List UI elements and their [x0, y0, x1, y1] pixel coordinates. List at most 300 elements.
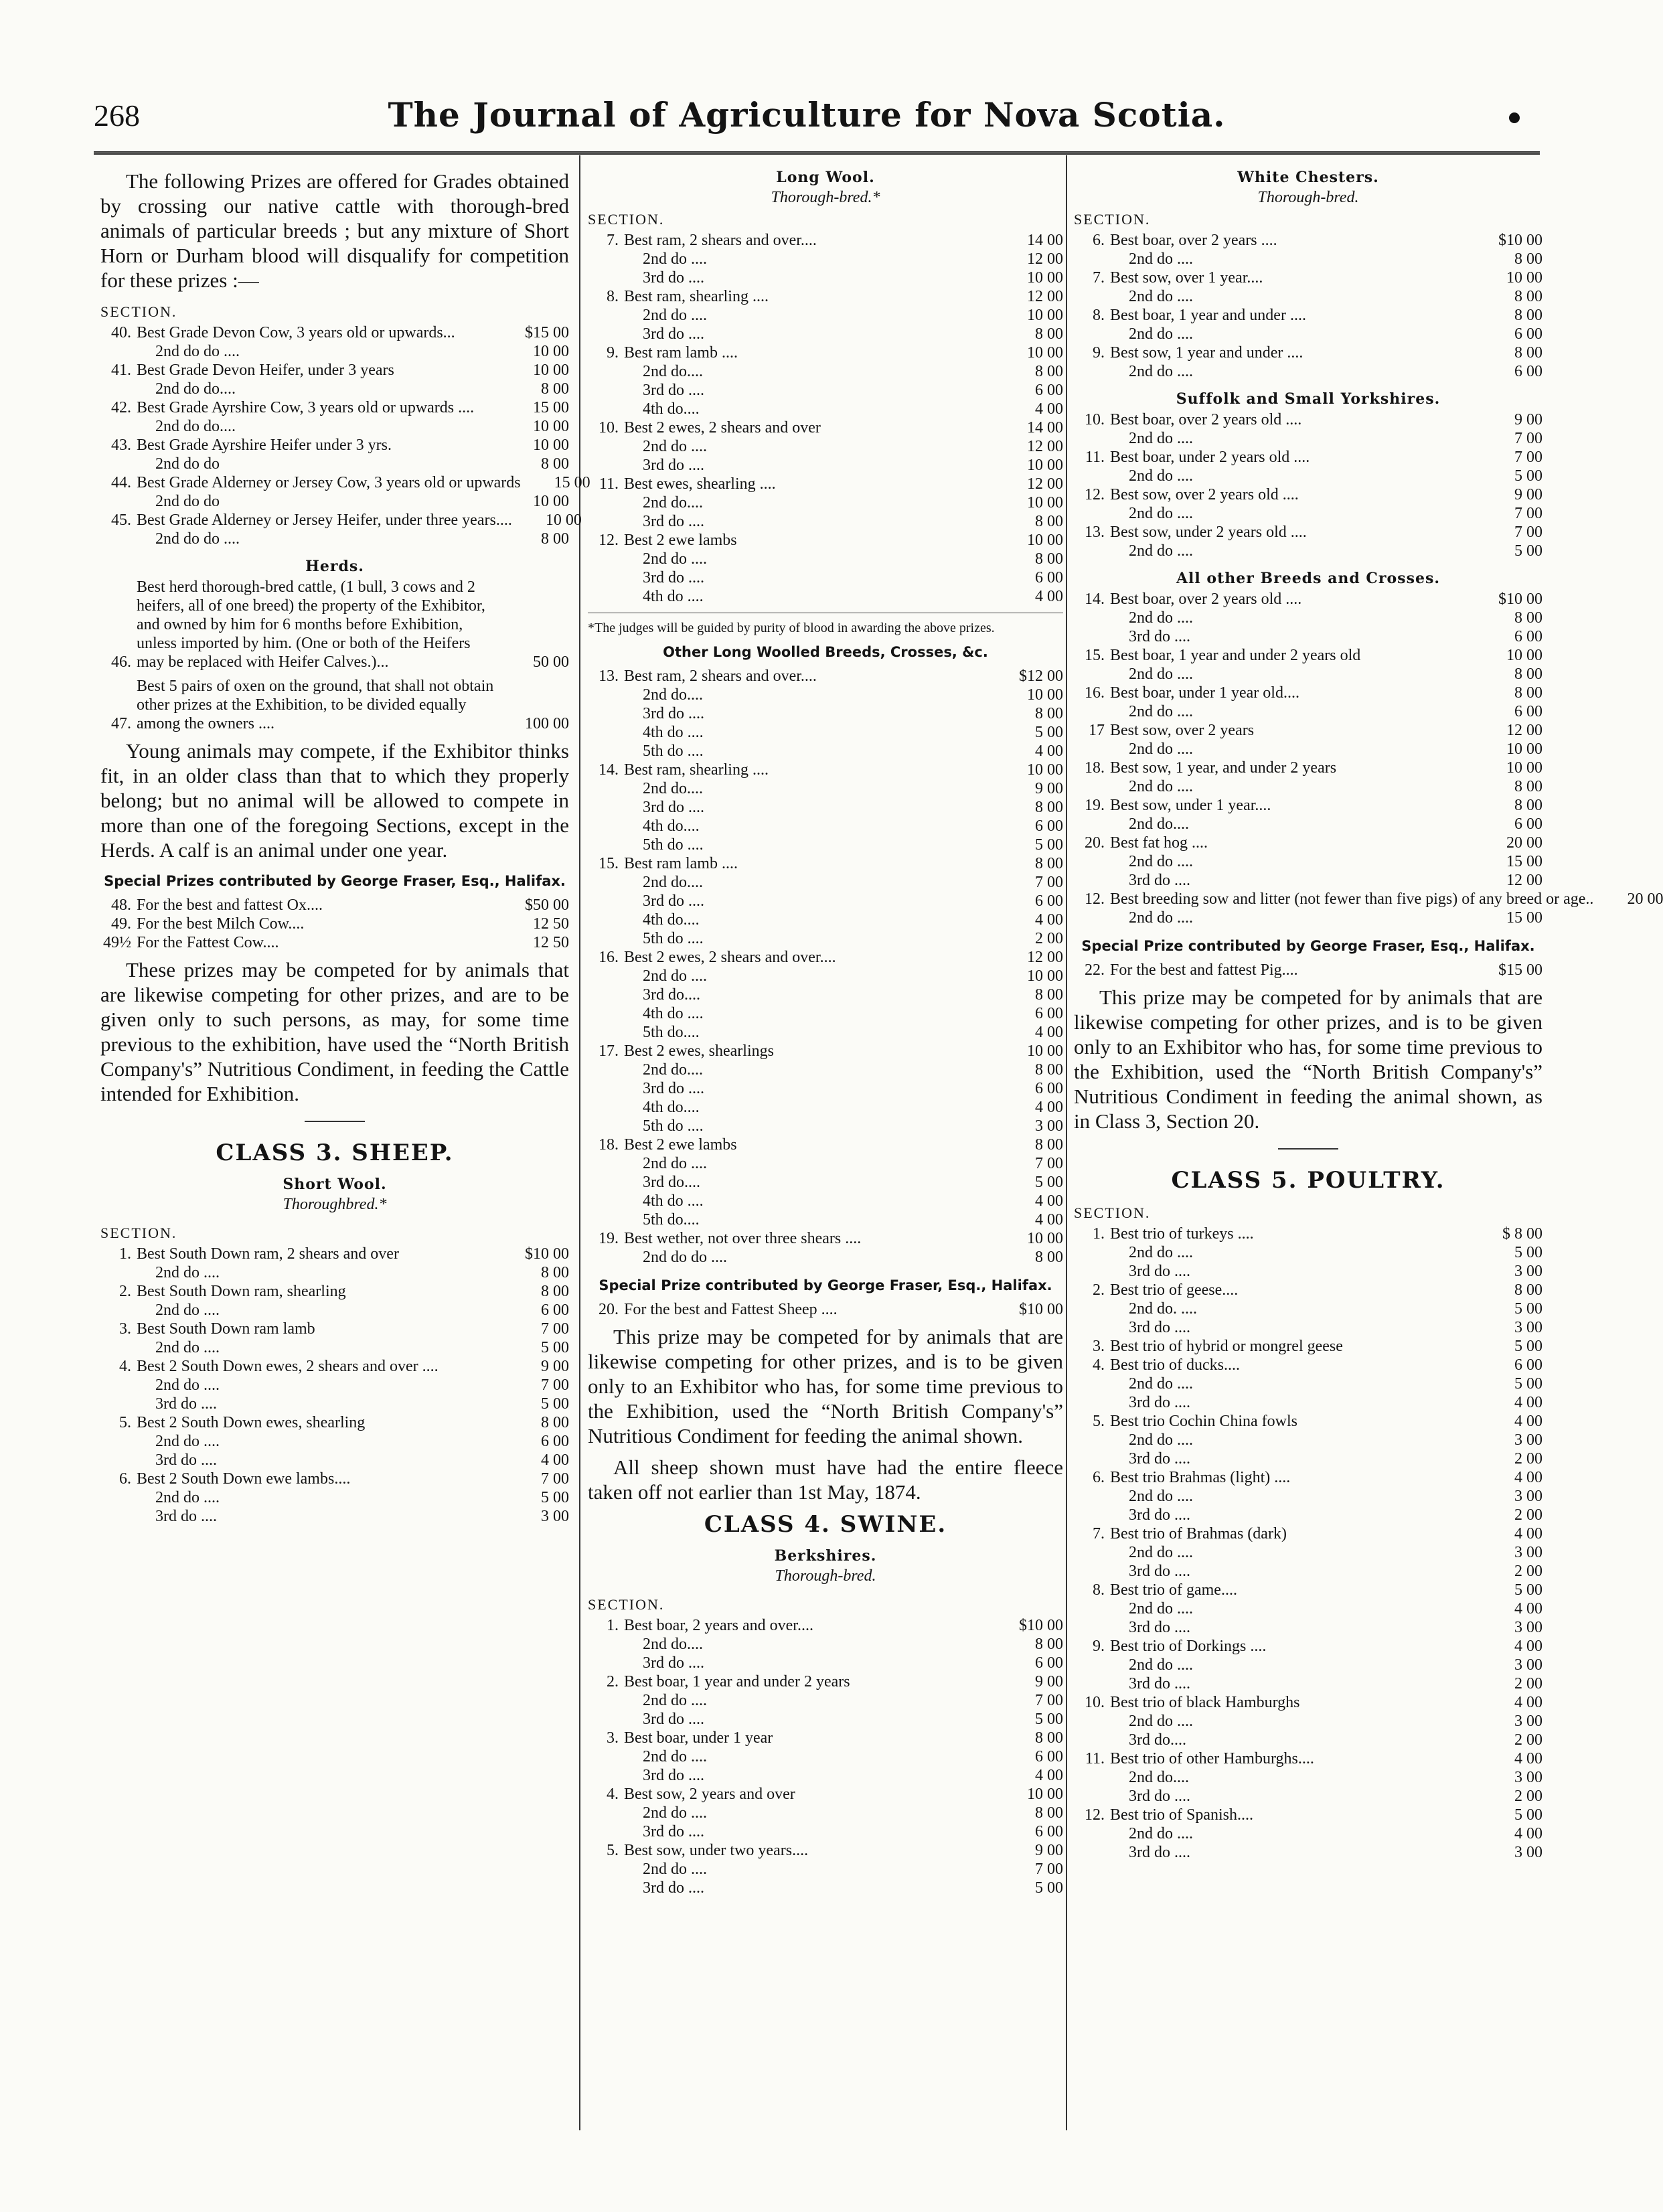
prize-entry	[100, 1395, 569, 1413]
prize-amount: 6 00	[541, 1433, 569, 1450]
special-prizes-title: Special Prizes contributed by George Fraser, Esq., Halifax.	[104, 873, 566, 889]
section-number	[1074, 871, 1110, 890]
section-number	[100, 1432, 137, 1451]
section-number	[588, 325, 624, 343]
prize-entry	[1074, 684, 1542, 702]
section-number	[100, 1395, 137, 1413]
prize-description: Best 2 South Down ewes, 2 shears and over ....	[137, 1358, 439, 1375]
prize-amount: 12 50	[533, 934, 569, 951]
prize-description: For the best Milch Cow....	[137, 915, 305, 933]
prize-amount: 8 00	[1035, 1136, 1063, 1154]
prize-description: 2nd do ....	[1129, 1375, 1193, 1393]
prize-description: Best wether, not over three shears ....	[624, 1230, 862, 1247]
prize-description: 2nd do....	[643, 494, 703, 511]
prize-description: 3rd do ....	[643, 1080, 704, 1097]
prize-amount: 6 00	[1035, 382, 1063, 399]
section-number: 9.	[1093, 344, 1105, 362]
prize-description: 3rd do ....	[155, 1451, 217, 1469]
prize-description: Best South Down ram lamb	[137, 1320, 315, 1338]
prize-amount: 8 00	[1514, 288, 1542, 305]
prize-entry	[588, 1691, 1063, 1710]
prize-description: 2nd do ....	[1129, 542, 1193, 560]
prize-amount: 7 00	[1514, 430, 1542, 447]
prize-description: 2nd do ....	[1129, 1656, 1193, 1674]
prize-entry	[588, 1635, 1063, 1654]
prize-description: Best Grade Alderney or Jersey Cow, 3 years old or upwards	[137, 474, 521, 491]
prize-entry	[100, 1282, 569, 1301]
prize-description: 3rd do ....	[1129, 1675, 1190, 1692]
prize-amount: 8 00	[1035, 1804, 1063, 1822]
prize-entry	[100, 1470, 569, 1488]
judges-footnote: *The judges will be guided by purity of blood in awarding the above prizes.	[588, 621, 995, 635]
prize-amount: 10 00	[1506, 269, 1542, 287]
prize-description: 3rd do ....	[155, 1395, 217, 1413]
prize-description: 2nd do....	[643, 780, 703, 797]
prize-amount: 10 00	[1027, 307, 1063, 324]
prize-entry	[1074, 268, 1542, 287]
prize-description: 2nd do do ....	[643, 1249, 727, 1266]
prize-entry	[100, 530, 569, 548]
special-prize-title: Special Prize contributed by George Fraser, Esq., Halifax.	[1081, 938, 1535, 954]
prize-description: Best trio of black Hamburghs	[1110, 1694, 1300, 1711]
prize-description: 2nd do ....	[1129, 609, 1193, 627]
prize-description: Best sow, 1 year, and under 2 years	[1110, 759, 1337, 777]
prize-description: 3rd do ....	[1129, 1506, 1190, 1524]
section-number: 3.	[607, 1729, 619, 1747]
prize-description: 4th do ....	[643, 1005, 704, 1022]
section-number: 12.	[599, 532, 619, 549]
prize-amount: 3 00	[1514, 1844, 1542, 1861]
prize-amount: 10 00	[1027, 457, 1063, 474]
prize-description: 3rd do ....	[1129, 628, 1190, 645]
prize-entry	[588, 1300, 1063, 1319]
section-number	[588, 1654, 624, 1672]
prize-entry	[1074, 1543, 1542, 1562]
section-label: SECTION.	[588, 211, 665, 228]
section-number: 47.	[111, 715, 131, 732]
prize-amount: 2 00	[1514, 1675, 1542, 1692]
prize-description: Best trio Cochin China fowls	[1110, 1413, 1297, 1430]
section-number: 7.	[1093, 1525, 1105, 1543]
prize-description: Best boar, under 2 years old ....	[1110, 449, 1310, 466]
prize-entry	[1074, 1749, 1542, 1768]
section-number: 15.	[1085, 647, 1105, 664]
prize-entry	[588, 1710, 1063, 1729]
prize-entry	[100, 361, 569, 380]
section-number	[1074, 1449, 1110, 1468]
section-number	[1074, 542, 1110, 560]
prize-entry	[588, 948, 1063, 967]
prize-description: 4th do ....	[643, 588, 704, 605]
prize-entry	[100, 1376, 569, 1395]
section-number	[1074, 627, 1110, 646]
short-wool-subtitle: Thoroughbred.*	[283, 1196, 387, 1213]
prize-amount: 8 00	[1035, 550, 1063, 568]
prize-entry	[1074, 1393, 1542, 1412]
prize-amount: 15 00	[533, 399, 569, 416]
prize-description: 3rd do ....	[643, 382, 704, 399]
prize-amount: 4 00	[1514, 1413, 1542, 1430]
prize-description: Best sow, over 2 years	[1110, 722, 1255, 739]
prize-amount: 7 00	[541, 1376, 569, 1394]
section-number	[588, 1004, 624, 1023]
prize-entry	[588, 456, 1063, 475]
section-number	[100, 1338, 137, 1357]
section-number: 9.	[607, 344, 619, 362]
short-wool-prize-list	[100, 1245, 569, 1526]
section-number: 6.	[1093, 232, 1105, 249]
prize-amount: 4 00	[541, 1451, 569, 1469]
prize-description: 2nd do do....	[155, 418, 236, 435]
prize-entry	[588, 250, 1063, 268]
section-number	[588, 723, 624, 742]
column-divider	[1066, 155, 1067, 2130]
header-rule	[94, 151, 1540, 155]
section-number	[588, 985, 624, 1004]
prize-entry	[100, 1263, 569, 1282]
prize-amount: 8 00	[541, 530, 569, 548]
prize-description: 2nd do ....	[643, 307, 707, 324]
prize-amount: $50 00	[525, 896, 569, 914]
prize-entry	[100, 1432, 569, 1451]
prize-amount: 5 00	[1514, 1806, 1542, 1824]
berkshires-subtitle: Thorough-bred.	[775, 1567, 876, 1585]
white-chesters-title: White Chesters.	[1237, 169, 1379, 186]
prize-entry	[1074, 1656, 1542, 1674]
prize-amount: 8 00	[1514, 665, 1542, 683]
prize-entry	[100, 473, 590, 492]
prize-entry	[1074, 609, 1542, 627]
prize-entry	[1074, 1412, 1542, 1431]
prize-amount: 5 00	[1035, 836, 1063, 854]
prize-amount: 10 00	[1027, 344, 1063, 362]
prize-amount: 12 00	[1506, 722, 1542, 739]
section-number	[588, 1860, 624, 1879]
prize-amount: 10 00	[1506, 740, 1542, 758]
section-number: 41.	[111, 362, 131, 379]
section-number	[100, 1451, 137, 1470]
prize-amount: 15 00	[554, 474, 590, 491]
prize-amount: 3 00	[1514, 1619, 1542, 1636]
prize-entry	[1074, 1224, 1542, 1243]
prize-description: 2nd do ....	[1129, 1431, 1193, 1449]
prize-description: 5th do ....	[643, 742, 704, 760]
section-number: 49.	[111, 915, 131, 933]
prize-amount: 3 00	[1514, 1431, 1542, 1449]
prize-entry	[588, 1117, 1063, 1135]
prize-amount: 12 00	[1027, 288, 1063, 305]
prize-description: 2nd do do....	[155, 380, 236, 398]
prize-description: Best sow, over 1 year....	[1110, 269, 1263, 287]
prize-entry	[100, 1451, 569, 1470]
column-1	[100, 169, 590, 2132]
section-number: 4.	[607, 1786, 619, 1803]
section-number: 5.	[1093, 1413, 1105, 1430]
section-number	[100, 1507, 137, 1526]
prize-amount: 5 00	[1035, 1174, 1063, 1191]
section-number: 48.	[111, 896, 131, 914]
prize-entry	[588, 550, 1063, 568]
section-number: 4.	[1093, 1356, 1105, 1374]
prize-description: Best Grade Ayrshire Cow, 3 years old or upwards ....	[137, 399, 475, 416]
prize-amount: 4 00	[1035, 1099, 1063, 1116]
prize-amount: 5 00	[1514, 1581, 1542, 1599]
prize-description: Best Grade Devon Cow, 3 years old or upwards...	[137, 324, 455, 341]
section-label: SECTION.	[100, 1224, 177, 1241]
prize-entry	[588, 798, 1063, 817]
section-number	[588, 1248, 624, 1267]
prize-description: 2nd do ....	[1129, 740, 1193, 758]
sheep-prize-paragraph: This prize may be competed for by animals that are likewise competing for other prizes, and is to be given only to an Exhibitor who has, for some time previous to the Exhibition, used the “North British Company's” Nutritious Condiment for feeding the animal shown.	[588, 1325, 1063, 1447]
prize-entry	[1074, 852, 1542, 871]
prize-amount: 8 00	[1514, 250, 1542, 268]
prize-entry	[588, 587, 1063, 606]
prize-description: Best breeding sow and litter (not fewer than five pigs) of any breed or age..	[1110, 890, 1594, 908]
prize-description: 2nd do....	[1129, 815, 1189, 833]
prize-entry	[1074, 1487, 1542, 1506]
prize-amount: 100 00	[525, 715, 569, 732]
prize-amount: 4 00	[1514, 1694, 1542, 1711]
prize-description: 5th do....	[643, 1024, 700, 1041]
berkshires-prize-list	[588, 1616, 1063, 1897]
prize-amount: 4 00	[1514, 1750, 1542, 1767]
section-number: 44.	[111, 474, 131, 491]
prize-entry	[588, 231, 1063, 250]
prize-amount: 12 00	[1027, 475, 1063, 493]
prize-entry	[1074, 1731, 1542, 1749]
prize-entry	[1074, 1637, 1542, 1656]
prize-entry	[588, 1766, 1063, 1785]
prize-description: 2nd do ....	[155, 1376, 220, 1394]
prize-entry	[1074, 796, 1542, 815]
prize-amount: 8 00	[1035, 513, 1063, 530]
prize-entry	[588, 761, 1063, 779]
prize-description: 3rd do ....	[643, 569, 704, 586]
section-number: 16.	[1085, 684, 1105, 702]
prize-amount: 12 00	[1027, 438, 1063, 455]
prize-amount: 7 00	[1035, 874, 1063, 891]
section-number: 1.	[607, 1617, 619, 1634]
section-number	[588, 892, 624, 911]
page-header	[94, 95, 1520, 149]
section-number	[100, 380, 137, 398]
other-long-woolled-title: Other Long Woolled Breeds, Crosses, &c.	[663, 644, 988, 660]
prize-entry	[588, 742, 1063, 761]
prize-amount: 8 00	[541, 380, 569, 398]
section-number: 5.	[607, 1842, 619, 1859]
prize-entry	[1074, 1318, 1542, 1337]
prize-amount: 8 00	[1035, 1249, 1063, 1266]
section-number	[588, 873, 624, 892]
section-number: 20.	[1085, 834, 1105, 852]
prize-amount: 9 00	[1035, 1673, 1063, 1690]
section-number	[1074, 429, 1110, 448]
prize-amount: 7 00	[1035, 1155, 1063, 1172]
section-number	[588, 1747, 624, 1766]
prize-description: Best 2 ewes, 2 shears and over	[624, 419, 821, 437]
herds-prize-list	[100, 578, 569, 733]
prize-description: Best sow, 2 years and over	[624, 1786, 795, 1803]
prize-amount: 10 00	[1027, 1786, 1063, 1803]
section-number	[588, 1192, 624, 1210]
section-number: 16.	[599, 949, 619, 966]
these-prizes-paragraph: These prizes may be competed for by animals that are likewise competing for other prizes, and are to be given only to such persons, as may, for some time previous to the exhibition, have used the “North British Company's” Nutritious Condiment, in feeding the Cattle intended for Exhibition.	[100, 958, 569, 1105]
section-number	[588, 268, 624, 287]
prize-description: 2nd do do ....	[155, 530, 240, 548]
prize-amount: 3 00	[1514, 1769, 1542, 1786]
prize-amount: 12 50	[533, 915, 569, 933]
suffolk-prize-list	[1074, 410, 1542, 560]
prize-description: Best ram, shearling ....	[624, 761, 769, 779]
prize-entry	[1074, 410, 1542, 429]
prize-entry	[1074, 721, 1542, 740]
section-number	[1074, 467, 1110, 485]
prize-amount: 5 00	[541, 1489, 569, 1506]
section-number: 15.	[599, 855, 619, 872]
prize-entry	[588, 1042, 1063, 1060]
prize-description: 3rd do ....	[1129, 872, 1190, 889]
section-number	[588, 817, 624, 836]
prize-entry	[100, 398, 569, 417]
prize-entry	[1074, 740, 1542, 759]
section-number: 10.	[1085, 1694, 1105, 1711]
prize-description: 4th do ....	[643, 724, 704, 741]
prize-amount: 10 00	[533, 343, 569, 360]
prize-description: 2nd do ....	[1129, 288, 1193, 305]
prize-entry	[588, 1860, 1063, 1879]
prize-entry	[588, 418, 1063, 437]
prize-amount: 2 00	[1514, 1506, 1542, 1524]
prize-amount: 5 00	[1035, 1879, 1063, 1897]
prize-description: 2nd do. ....	[1129, 1300, 1197, 1318]
section-number: 49½	[103, 934, 131, 951]
section-number	[1074, 1712, 1110, 1731]
prize-entry	[1074, 1449, 1542, 1468]
section-number	[588, 568, 624, 587]
prize-amount: 12 00	[1027, 250, 1063, 268]
prize-entry	[588, 475, 1063, 493]
prize-entry	[588, 779, 1063, 798]
section-number: 14.	[599, 761, 619, 779]
prize-entry	[588, 1822, 1063, 1841]
prize-description: 2nd do ....	[1129, 703, 1193, 720]
prize-description: 3rd do ....	[643, 513, 704, 530]
prize-entry	[100, 896, 569, 915]
prize-entry	[1074, 1806, 1542, 1824]
prize-amount: 9 00	[541, 1358, 569, 1375]
prize-amount: 5 00	[1514, 1375, 1542, 1393]
section-number	[588, 1154, 624, 1173]
prize-description: 3rd do ....	[643, 325, 704, 343]
prize-amount: 12 00	[1506, 872, 1542, 889]
prize-entry	[588, 381, 1063, 400]
prize-entry	[1074, 1524, 1542, 1543]
prize-amount: $10 00	[1019, 1301, 1063, 1318]
prize-amount: 8 00	[541, 1414, 569, 1431]
prize-entry	[1074, 590, 1542, 609]
section-number	[588, 1023, 624, 1042]
prize-amount: 10 00	[1027, 1230, 1063, 1247]
section-number	[588, 1173, 624, 1192]
prize-description: For the best and fattest Pig....	[1110, 961, 1298, 979]
section-number	[588, 967, 624, 985]
prize-amount: 4 00	[1514, 1600, 1542, 1617]
prize-amount: 4 00	[1514, 1638, 1542, 1655]
section-number	[588, 400, 624, 418]
prize-description: 5th do ....	[643, 836, 704, 854]
prize-description: 2nd do do	[155, 455, 220, 473]
prize-amount: 8 00	[1514, 778, 1542, 795]
prize-description: 3rd do....	[643, 986, 700, 1004]
column-3	[1074, 169, 1663, 2132]
section-number: 13.	[1085, 524, 1105, 541]
prize-amount: 6 00	[1035, 892, 1063, 910]
prize-description: 2nd do ....	[643, 1692, 707, 1709]
prize-description: 4th do....	[643, 817, 700, 835]
long-wool-prize-list	[588, 231, 1063, 606]
prize-amount: 6 00	[1035, 569, 1063, 586]
prize-entry	[100, 455, 569, 473]
section-number	[1074, 287, 1110, 306]
prize-amount: 6 00	[1035, 1080, 1063, 1097]
section-number	[100, 530, 137, 548]
prize-description: For the best and fattest Ox....	[137, 896, 323, 914]
prize-entry	[1074, 287, 1542, 306]
class-5-title: CLASS 5. POULTRY.	[1171, 1167, 1445, 1194]
prize-amount: 7 00	[1514, 524, 1542, 541]
prize-description: 2nd do ....	[155, 1489, 220, 1506]
prize-entry	[588, 1616, 1063, 1635]
special-prize-list	[1074, 961, 1542, 979]
section-number: 46.	[111, 653, 131, 671]
prize-entry	[588, 929, 1063, 948]
prize-amount: 5 00	[1514, 1300, 1542, 1318]
prize-entry	[588, 512, 1063, 531]
prize-amount: 8 00	[1035, 986, 1063, 1004]
prize-amount: 3 00	[1514, 1544, 1542, 1561]
prize-amount: 10 00	[1506, 647, 1542, 664]
prize-description: Best Grade Ayrshire Heifer under 3 yrs.	[137, 437, 392, 454]
prize-amount: 3 00	[1514, 1263, 1542, 1280]
prize-amount: 10 00	[1027, 269, 1063, 287]
section-number: 6.	[119, 1470, 131, 1488]
prize-entry	[1074, 542, 1542, 560]
prize-entry	[588, 854, 1063, 873]
ornament-dot	[1509, 112, 1520, 123]
fleece-paragraph: All sheep shown must have had the entire fleece taken off not earlier than 1st May, 1874.	[588, 1455, 1063, 1504]
prize-description: 2nd do ....	[1129, 1244, 1193, 1261]
prize-amount: 20 00	[1627, 890, 1663, 908]
section-number	[588, 704, 624, 723]
section-number	[100, 1301, 137, 1320]
prize-amount: 6 00	[1514, 628, 1542, 645]
prize-description: Best trio Brahmas (light) ....	[1110, 1469, 1291, 1486]
prize-description: 2nd do ....	[643, 250, 707, 268]
prize-description: 2nd do ....	[1129, 665, 1193, 683]
section-number	[1074, 1787, 1110, 1806]
prize-description: 3rd do ....	[643, 1879, 704, 1897]
prize-description: Best trio of turkeys ....	[1110, 1225, 1254, 1243]
young-animals-paragraph: Young animals may compete, if the Exhibitor thinks fit, in an older class than that to which they properly belong; but no animal will be allowed to compete in more than one of the foregoing Sections, except in the Herds. A calf is an animal under one year.	[100, 739, 569, 862]
section-number	[1074, 740, 1110, 759]
prize-amount: 2 00	[1514, 1788, 1542, 1805]
section-number	[1074, 362, 1110, 381]
prize-amount: 4 00	[1035, 1211, 1063, 1229]
prize-description: Best South Down ram, 2 shears and over	[137, 1245, 399, 1263]
divider	[1278, 1148, 1338, 1150]
prize-amount: 5 00	[1514, 467, 1542, 485]
prize-amount: 7 00	[541, 1320, 569, 1338]
